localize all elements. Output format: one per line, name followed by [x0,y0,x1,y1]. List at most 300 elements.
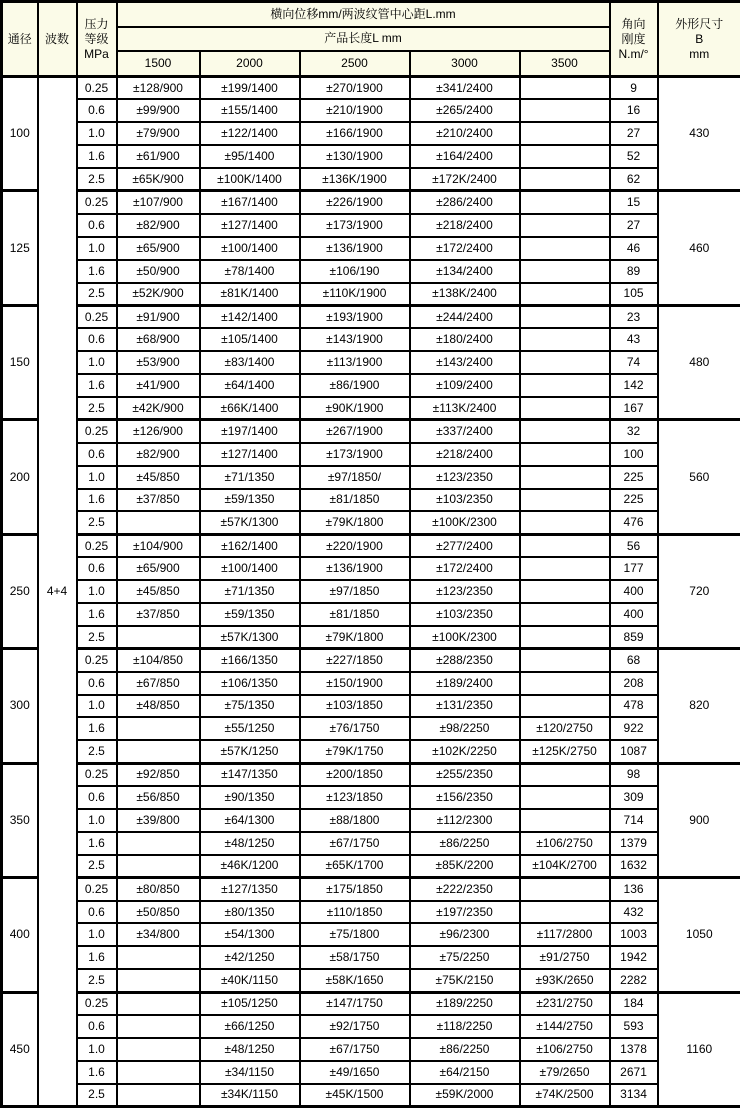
displacement-cell [520,511,610,534]
displacement-cell [520,557,610,580]
dimension-b-cell: 430 [658,77,740,191]
displacement-cell: ±156/2350 [410,786,520,809]
table-row [2,580,740,603]
displacement-cell: ±210/1900 [300,99,410,122]
displacement-cell: ±277/2400 [410,534,520,557]
displacement-cell [520,145,610,168]
displacement-cell: ±164/2400 [410,145,520,168]
displacement-cell: ±66K/1400 [200,397,300,420]
displacement-cell: ±130/1900 [300,145,410,168]
table-row [2,695,740,718]
displacement-cell [117,1061,200,1084]
stiffness-cell: 2671 [610,1061,658,1084]
displacement-cell: ±71/1350 [200,466,300,489]
displacement-cell [520,489,610,512]
displacement-cell: ±81K/1400 [200,283,300,306]
displacement-cell: ±147/1350 [200,763,300,786]
table-row [2,763,740,786]
displacement-cell: ±106/190 [300,260,410,283]
displacement-cell: ±81/1850 [300,489,410,512]
displacement-cell: ±79K/1800 [300,626,410,649]
displacement-cell: ±102K/2250 [410,740,520,763]
stiffness-cell: 225 [610,489,658,512]
header-angular-stiffness [610,2,658,77]
pressure-cell: 2.5 [77,740,117,763]
stiffness-cell: 432 [610,901,658,924]
displacement-cell [117,1038,200,1061]
diameter-cell: 100 [2,77,38,191]
pressure-cell: 2.5 [77,168,117,191]
displacement-cell: ±42/1250 [200,946,300,969]
displacement-cell: ±75/2250 [410,946,520,969]
displacement-cell: ±218/2400 [410,443,520,466]
displacement-cell: ±105/1250 [200,992,300,1015]
table-row [2,717,740,740]
displacement-cell: ±85K/2200 [410,855,520,878]
diameter-cell: 200 [2,420,38,534]
displacement-cell: ±286/2400 [410,191,520,214]
displacement-cell: ±105/1400 [200,328,300,351]
stiffness-cell: 74 [610,351,658,374]
displacement-cell: ±79K/1800 [300,511,410,534]
displacement-cell [117,511,200,534]
pressure-cell: 1.0 [77,580,117,603]
displacement-cell: ±199/1400 [200,77,300,100]
header-stiffness-line2: 刚度 [612,32,656,47]
displacement-cell: ±50/850 [117,901,200,924]
displacement-cell: ±82/900 [117,214,200,237]
displacement-cell [520,901,610,924]
displacement-cell: ±68/900 [117,328,200,351]
displacement-cell [520,763,610,786]
displacement-cell: ±125K/2750 [520,740,610,763]
diameter-cell: 350 [2,763,38,877]
table-header [2,2,740,77]
pressure-cell: 1.6 [77,489,117,512]
pressure-cell: 2.5 [77,855,117,878]
displacement-cell: ±41/900 [117,374,200,397]
pressure-cell: 2.5 [77,626,117,649]
displacement-cell: ±91/2750 [520,946,610,969]
displacement-cell [520,809,610,832]
displacement-cell [520,534,610,557]
displacement-cell: ±270/1900 [300,77,410,100]
displacement-cell: ±150/1900 [300,672,410,695]
displacement-cell: ±81/1850 [300,603,410,626]
displacement-cell: ±218/2400 [410,214,520,237]
displacement-cell [117,969,200,992]
displacement-cell: ±54/1300 [200,923,300,946]
header-dimension-line2: B [660,32,740,47]
stiffness-cell: 136 [610,878,658,901]
displacement-cell: ±136/1900 [300,557,410,580]
dimension-b-cell: 720 [658,534,740,648]
dimension-b-cell: 820 [658,649,740,763]
displacement-cell: ±131/2350 [410,695,520,718]
table-row [2,557,740,580]
displacement-cell: ±103/1850 [300,695,410,718]
displacement-cell: ±162/1400 [200,534,300,557]
displacement-cell: ±98/2250 [410,717,520,740]
stiffness-cell: 9 [610,77,658,100]
stiffness-cell: 3134 [610,1084,658,1107]
displacement-cell: ±106/1350 [200,672,300,695]
pressure-cell: 0.6 [77,672,117,695]
displacement-cell: ±166/1350 [200,649,300,672]
displacement-cell [117,717,200,740]
displacement-cell: ±103/2350 [410,489,520,512]
table-row [2,168,740,191]
displacement-cell: ±57K/1300 [200,511,300,534]
table-row [2,328,740,351]
displacement-cell [520,786,610,809]
displacement-cell: ±147/1750 [300,992,410,1015]
table-row [2,1061,740,1084]
header-pressure-line3: MPa [79,47,115,62]
table-row [2,901,740,924]
displacement-cell: ±58/1750 [300,946,410,969]
stiffness-cell: 27 [610,214,658,237]
stiffness-cell: 98 [610,763,658,786]
displacement-cell: ±155/1400 [200,99,300,122]
table-row [2,786,740,809]
displacement-cell: ±175/1850 [300,878,410,901]
displacement-cell [520,649,610,672]
displacement-cell: ±86/2250 [410,1038,520,1061]
table-row [2,283,740,306]
displacement-cell [520,603,610,626]
displacement-cell: ±50/900 [117,260,200,283]
table-row [2,855,740,878]
pressure-cell: 0.25 [77,305,117,328]
dimension-b-cell: 900 [658,763,740,877]
stiffness-cell: 400 [610,603,658,626]
displacement-cell: ±123/2350 [410,466,520,489]
stiffness-cell: 1087 [610,740,658,763]
header-displacement: 横向位移mm/两波纹管中心距L.mm [117,2,610,27]
displacement-cell [520,260,610,283]
displacement-cell: ±222/2350 [410,878,520,901]
table-row [2,1015,740,1038]
pressure-cell: 0.25 [77,420,117,443]
displacement-cell: ±167/1400 [200,191,300,214]
table-row [2,649,740,672]
displacement-cell: ±180/2400 [410,328,520,351]
displacement-cell: ±64/1400 [200,374,300,397]
header-pressure-line2: 等级 [79,32,115,47]
stiffness-cell: 476 [610,511,658,534]
table-row [2,99,740,122]
displacement-cell: ±78/1400 [200,260,300,283]
stiffness-cell: 184 [610,992,658,1015]
displacement-cell: ±122/1400 [200,122,300,145]
stiffness-cell: 27 [610,122,658,145]
displacement-cell [117,740,200,763]
stiffness-cell: 1379 [610,832,658,855]
displacement-cell: ±64/1300 [200,809,300,832]
displacement-cell: ±57K/1250 [200,740,300,763]
stiffness-cell: 100 [610,443,658,466]
displacement-cell: ±197/2350 [410,901,520,924]
displacement-cell: ±34/1150 [200,1061,300,1084]
displacement-cell: ±104/900 [117,534,200,557]
displacement-cell: ±92/1750 [300,1015,410,1038]
displacement-cell: ±200/1850 [300,763,410,786]
stiffness-cell: 16 [610,99,658,122]
table-row [2,466,740,489]
displacement-cell: ±173/1900 [300,214,410,237]
displacement-cell: ±127/1350 [200,878,300,901]
table-row [2,77,740,100]
displacement-cell [520,466,610,489]
diameter-cell: 300 [2,649,38,763]
table-row [2,305,740,328]
stiffness-cell: 478 [610,695,658,718]
header-dimension-line1: 外形尺寸 [660,17,740,32]
header-pressure-line1: 压力 [79,17,115,32]
displacement-cell: ±90/1350 [200,786,300,809]
pressure-cell: 0.6 [77,1015,117,1038]
displacement-cell: ±166/1900 [300,122,410,145]
table-row [2,626,740,649]
stiffness-cell: 1632 [610,855,658,878]
table-body [2,77,740,1107]
displacement-cell: ±75/1350 [200,695,300,718]
displacement-cell [520,443,610,466]
displacement-cell: ±110/1850 [300,901,410,924]
displacement-cell: ±127/1400 [200,443,300,466]
table-row [2,489,740,512]
stiffness-cell: 714 [610,809,658,832]
stiffness-cell: 309 [610,786,658,809]
displacement-cell: ±71/1350 [200,580,300,603]
displacement-cell: ±67/850 [117,672,200,695]
displacement-cell: ±95/1400 [200,145,300,168]
stiffness-cell: 68 [610,649,658,672]
pressure-cell: 1.0 [77,923,117,946]
stiffness-cell: 208 [610,672,658,695]
table-row [2,672,740,695]
stiffness-cell: 23 [610,305,658,328]
stiffness-cell: 922 [610,717,658,740]
displacement-cell: ±100/1400 [200,237,300,260]
pressure-cell: 2.5 [77,511,117,534]
displacement-cell: ±74K/2500 [520,1084,610,1107]
displacement-cell: ±64/2150 [410,1061,520,1084]
displacement-cell: ±118/2250 [410,1015,520,1038]
table-row [2,946,740,969]
pressure-cell: 2.5 [77,283,117,306]
stiffness-cell: 142 [610,374,658,397]
displacement-cell: ±40K/1150 [200,969,300,992]
displacement-cell: ±138K/2400 [410,283,520,306]
displacement-cell [520,878,610,901]
displacement-cell: ±112/2300 [410,809,520,832]
table-row [2,351,740,374]
displacement-cell: ±79K/1750 [300,740,410,763]
table-row [2,420,740,443]
header-length-3500: 3500 [520,51,610,77]
table-row [2,740,740,763]
displacement-cell: ±189/2400 [410,672,520,695]
displacement-cell: ±193/1900 [300,305,410,328]
displacement-cell: ±341/2400 [410,77,520,100]
displacement-cell: ±45K/1500 [300,1084,410,1107]
displacement-cell [520,672,610,695]
pressure-cell: 2.5 [77,397,117,420]
displacement-cell: ±100K/2300 [410,511,520,534]
pressure-cell: 1.6 [77,832,117,855]
table-row [2,603,740,626]
displacement-cell: ±86/2250 [410,832,520,855]
stiffness-cell: 1378 [610,1038,658,1061]
stiffness-cell: 105 [610,283,658,306]
stiffness-cell: 177 [610,557,658,580]
waves-cell: 4+4 [38,77,77,1107]
table-row [2,237,740,260]
displacement-cell: ±80/1350 [200,901,300,924]
pressure-cell: 1.6 [77,374,117,397]
pressure-cell: 1.0 [77,122,117,145]
stiffness-cell: 89 [610,260,658,283]
table-row [2,1038,740,1061]
pressure-cell: 0.6 [77,214,117,237]
displacement-cell: ±48/850 [117,695,200,718]
displacement-cell: ±113K/2400 [410,397,520,420]
displacement-cell: ±109/2400 [410,374,520,397]
displacement-cell: ±37/850 [117,603,200,626]
displacement-cell [520,695,610,718]
pressure-cell: 2.5 [77,1084,117,1107]
displacement-cell: ±66/1250 [200,1015,300,1038]
displacement-cell: ±197/1400 [200,420,300,443]
pressure-cell: 1.0 [77,237,117,260]
table-row [2,397,740,420]
displacement-cell: ±65/900 [117,237,200,260]
displacement-cell: ±34/800 [117,923,200,946]
displacement-cell: ±107/900 [117,191,200,214]
displacement-cell: ±80/850 [117,878,200,901]
displacement-cell: ±136K/1900 [300,168,410,191]
displacement-cell: ±220/1900 [300,534,410,557]
stiffness-cell: 52 [610,145,658,168]
displacement-cell [520,283,610,306]
displacement-cell [520,305,610,328]
displacement-cell: ±39/800 [117,809,200,832]
displacement-cell: ±82/900 [117,443,200,466]
pressure-cell: 1.0 [77,1038,117,1061]
displacement-cell: ±255/2350 [410,763,520,786]
table-row [2,1084,740,1107]
displacement-cell [117,832,200,855]
displacement-cell [520,99,610,122]
displacement-cell: ±244/2400 [410,305,520,328]
displacement-cell: ±93K/2650 [520,969,610,992]
stiffness-cell: 859 [610,626,658,649]
table-row [2,260,740,283]
displacement-cell: ±42K/900 [117,397,200,420]
table-row [2,443,740,466]
displacement-cell [520,420,610,443]
displacement-cell: ±45/850 [117,466,200,489]
stiffness-cell: 1003 [610,923,658,946]
table-row [2,191,740,214]
displacement-cell: ±59/1350 [200,603,300,626]
displacement-cell: ±53/900 [117,351,200,374]
displacement-cell: ±37/850 [117,489,200,512]
displacement-cell: ±127/1400 [200,214,300,237]
table-row [2,832,740,855]
stiffness-cell: 15 [610,191,658,214]
pressure-cell: 1.6 [77,260,117,283]
header-length-2500: 2500 [300,51,410,77]
displacement-cell [117,855,200,878]
header-length-3000: 3000 [410,51,520,77]
displacement-cell: ±103/2350 [410,603,520,626]
displacement-cell: ±226/1900 [300,191,410,214]
displacement-cell: ±210/2400 [410,122,520,145]
displacement-cell [520,191,610,214]
displacement-cell: ±75/1800 [300,923,410,946]
displacement-cell [520,168,610,191]
diameter-cell: 125 [2,191,38,305]
displacement-cell: ±267/1900 [300,420,410,443]
pressure-cell: 1.6 [77,1061,117,1084]
table-row [2,145,740,168]
displacement-cell: ±83/1400 [200,351,300,374]
displacement-cell: ±65K/1700 [300,855,410,878]
pressure-cell: 0.25 [77,191,117,214]
stiffness-cell: 593 [610,1015,658,1038]
dimension-b-cell: 560 [658,420,740,534]
header-pressure [77,2,117,77]
pressure-cell: 1.0 [77,466,117,489]
displacement-cell: ±123/1850 [300,786,410,809]
displacement-cell: ±34K/1150 [200,1084,300,1107]
displacement-cell: ±288/2350 [410,649,520,672]
pressure-cell: 0.6 [77,557,117,580]
stiffness-cell: 56 [610,534,658,557]
stiffness-cell: 62 [610,168,658,191]
diameter-cell: 150 [2,305,38,419]
displacement-cell [520,122,610,145]
diameter-cell: 400 [2,878,38,992]
displacement-cell: ±65K/900 [117,168,200,191]
displacement-cell: ±104K/2700 [520,855,610,878]
table-row [2,374,740,397]
displacement-cell [117,1084,200,1107]
displacement-cell: ±91/900 [117,305,200,328]
displacement-cell [520,580,610,603]
pressure-cell: 0.6 [77,786,117,809]
displacement-cell: ±57K/1300 [200,626,300,649]
displacement-cell [520,77,610,100]
displacement-cell: ±79/2650 [520,1061,610,1084]
pressure-cell: 0.25 [77,534,117,557]
displacement-cell: ±117/2800 [520,923,610,946]
displacement-cell: ±136/1900 [300,237,410,260]
displacement-cell: ±92/850 [117,763,200,786]
dimension-b-cell: 480 [658,305,740,419]
displacement-cell: ±123/2350 [410,580,520,603]
displacement-cell: ±48/1250 [200,832,300,855]
pressure-cell: 0.6 [77,99,117,122]
displacement-cell: ±61/900 [117,145,200,168]
header-product-length: 产品长度L mm [117,27,610,51]
displacement-cell: ±142/1400 [200,305,300,328]
stiffness-cell: 32 [610,420,658,443]
pressure-cell: 0.25 [77,878,117,901]
